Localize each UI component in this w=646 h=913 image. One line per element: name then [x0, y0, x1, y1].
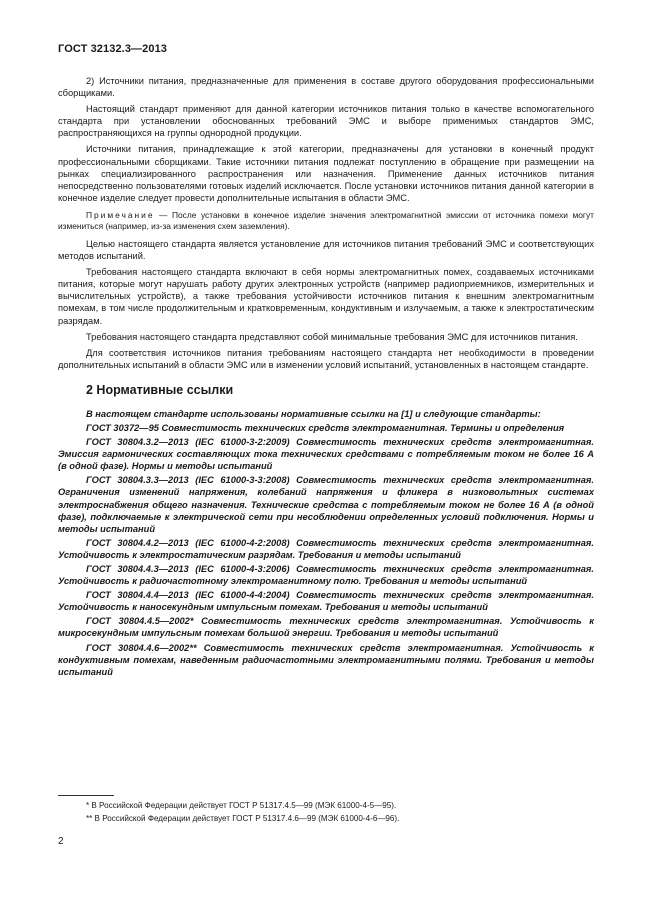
- note-label: Примечание: [86, 209, 155, 220]
- paragraph: Требования настоящего стандарта включают в себя нормы электромагнитных помех, создаваемых источниками питания, которые могут нарушать работу других электронных устройств (например радиоприемников, измерительных и вычислительных устройств), а также требования устойчивости источников питания к внешним электромагнитным помехам, в том числе продолжительным и кратковременным, кондуктивным и излучаемым, а также к электростатическим разрядам.: [58, 267, 594, 326]
- paragraph: Источники питания, принадлежащие к этой категории, предназначены для установки в конечный продукт профессиональными сборщиками. Такие источники питания подлежат поступлению в обращение при размещении на рынках специализированного распространения или назначения. Применение данных источников питания непосредственно пользователями готовых изделий исключается. После установки источников питания данной категории в конечное изделие следует провести дополнительные испытания в области ЭМС.: [58, 144, 594, 203]
- reference-item: ГОСТ 30804.3.3—2013 (IEC 61000-3-3:2008) Совместимость технических средств электромагнитная. Ограничения изменений напряжения, колебаний напряжения и фликера в низковольтных системах электроснабжения общего назначения. Технические средства с потребляемым током не более 16 А (в одной фазе), подключаемые к электрической сети при несоблюдении определенных условий подключения. Нормы и методы испытаний: [58, 475, 594, 534]
- footnote-divider: [58, 795, 114, 796]
- reference-item: ГОСТ 30372—95 Совместимость технических средств электромагнитная. Термины и определения: [86, 422, 565, 433]
- reference-item: ГОСТ 30804.4.2—2013 (IEC 61000-4-2:2008) Совместимость технических средств электромагнитная. Устойчивость к электростатическим разрядам. Требования и методы испытаний: [58, 537, 594, 560]
- paragraph: Требования настоящего стандарта представляют собой минимальные требования ЭМС для источников питания.: [86, 331, 578, 342]
- section-heading: 2 Нормативные ссылки: [86, 382, 234, 397]
- reference-intro: В настоящем стандарте использованы нормативные ссылки на [1] и следующие стандарты:: [86, 408, 541, 419]
- note-text: — После установки в конечное изделие значения электромагнитной эмиссии от источника помехи могут измениться (например, из-за изменения схем заземления).: [58, 209, 594, 231]
- paragraph: Целью настоящего стандарта является установление для источников питания требований ЭМС и соответствующих методов испытаний.: [58, 238, 594, 262]
- footnote: ** В Российской Федерации действует ГОСТ Р 51317.4.6—99 (МЭК 61000-4-6—96).: [86, 814, 400, 823]
- paragraph: Настоящий стандарт применяют для данной категории источников питания только в качестве вспомогательного стандарта при установлении обоснованных требований ЭМС и выборе применимых стандартов ЭМС, распространяющихся на группы однородной продукции.: [58, 104, 594, 139]
- reference-item: ГОСТ 30804.4.5—2002* Совместимость технических средств электромагнитная. Устойчивость к микросекундным импульсным помехам большой энергии. Требования и методы испытаний: [58, 616, 594, 639]
- paragraph: Для соответствия источников питания требованиям настоящего стандарта нет необходимости в проведении дополнительных испытаний в области ЭМС или в изменении условий испытаний, установленных в настоящем стандарте.: [58, 347, 594, 370]
- reference-item: ГОСТ 30804.3.2—2013 (IEC 61000-3-2:2009) Совместимость технических средств электромагнитная. Эмиссия гармонических составляющих тока технических средствами с потребляемым током не более 16 А (в одной фазе). Нормы и методы испытаний: [58, 437, 594, 472]
- page-number: 2: [58, 836, 64, 847]
- references-list: [58, 408, 594, 678]
- footnotes: [58, 795, 594, 826]
- reference-item: ГОСТ 30804.4.6—2002** Совместимость технических средств электромагнитная. Устойчивость к кондуктивным помехам, наведенным радиочастотными электромагнитными полями. Требования и методы испытаний: [58, 642, 594, 677]
- page-content: [58, 75, 594, 680]
- footnote: * В Российской Федерации действует ГОСТ Р 51317.4.5—99 (МЭК 61000-4-5—95).: [86, 801, 397, 810]
- paragraph: 2) Источники питания, предназначенные для применения в составе другого оборудования профессиональными сборщиками.: [58, 76, 594, 99]
- document-header: ГОСТ 32132.3—2013: [58, 43, 168, 55]
- reference-item: ГОСТ 30804.4.4—2013 (IEC 61000-4-4:2004) Совместимость технических средств электромагнитная. Устойчивость к наносекундным импульсным помехам. Требования и методы испытаний: [58, 590, 594, 613]
- note: [58, 210, 594, 232]
- reference-item: ГОСТ 30804.4.3—2013 (IEC 61000-4-3:2006) Совместимость технических средств электромагнитная. Устойчивость к радиочастотному электромагнитному полю. Требования и методы испытаний: [58, 564, 594, 587]
